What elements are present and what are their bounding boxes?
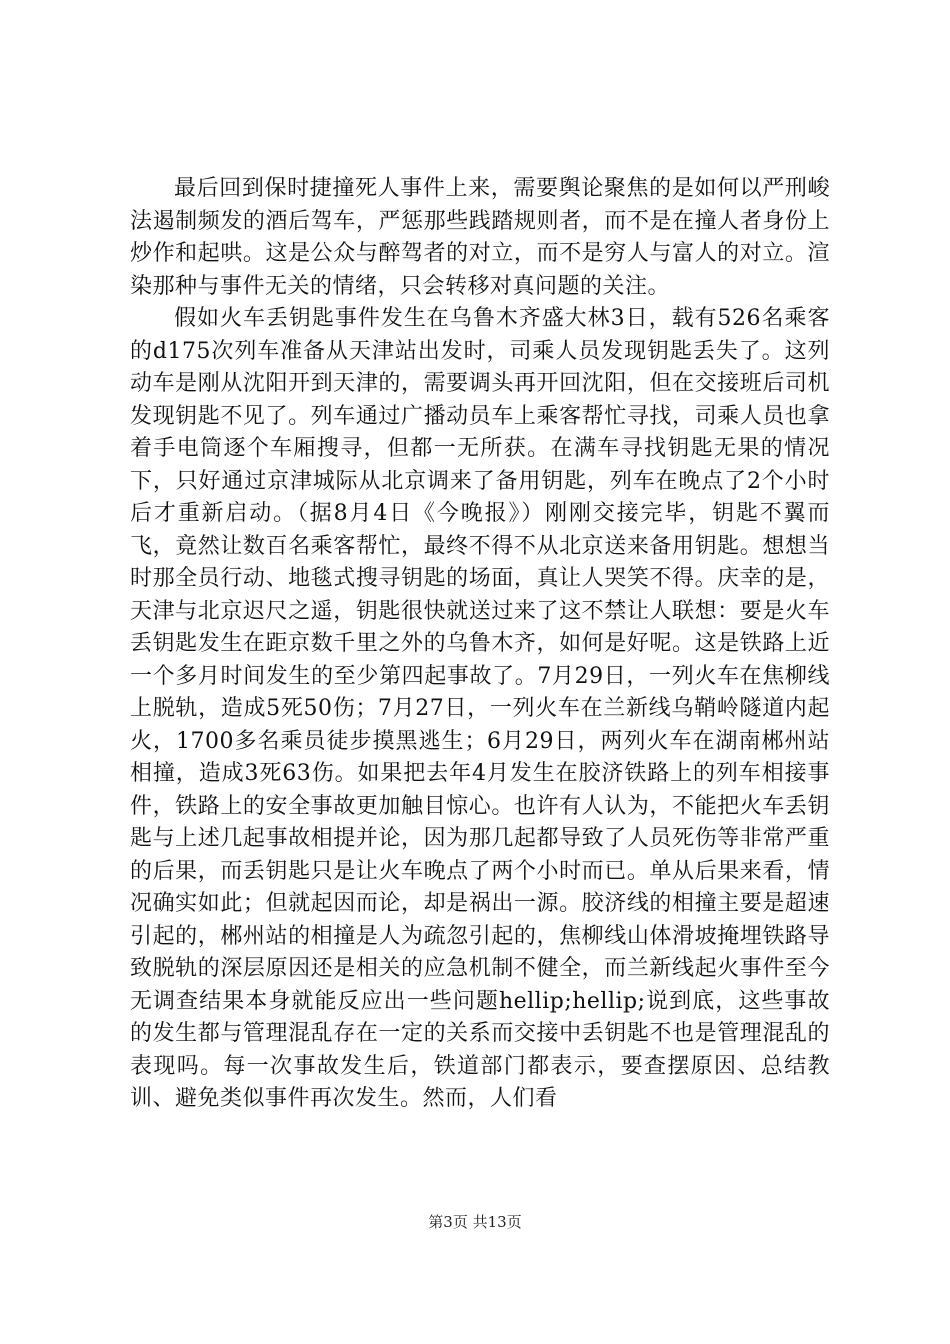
paragraph-drunk-driving: 最后回到保时捷撞死人事件上来，需要舆论聚焦的是如何以严刑峻法遏制频发的酒后驾车，严惩那些践踏规则者，而不是在撞人者身份上炒作和起哄。这是公众与醉驾者的对立，而不是穷人与富人的对立。渲染那种与事件无关的情绪，只会转移对真问题的关注。	[130, 176, 830, 299]
document-body	[130, 173, 830, 1116]
paragraph-train-key-incident: 假如火车丢钥匙事件发生在乌鲁木齐盛大林3日，载有526名乘客的d175次列车准备从天津站出发时，司乘人员发现钥匙丢失了。这列动车是刚从沈阳开到天津的，需要调头再开回沈阳，但在交接班后司机发现钥匙不见了。列车通过广播动员车上乘客帮忙寻找，司乘人员也拿着手电筒逐个车厢搜寻，但都一无所获。在满车寻找钥匙无果的情况下，只好通过京津城际从北京调来了备用钥匙，列车在晚点了2个小时后才重新启动。（据8月4日《今晚报》）刚刚交接完毕，钥匙不翼而飞，竟然让数百名乘客帮忙，最终不得不从北京送来备用钥匙。想想当时那全员行动、地毯式搜寻钥匙的场面，真让人哭笑不得。庆幸的是，天津与北京迟尺之遥，钥匙很快就送过来了这不禁让人联想：要是火车丢钥匙发生在距京数千里之外的乌鲁木齐，如何是好呢。这是铁路上近一个多月时间发生的至少第四起事故了。7月29日，一列火车在焦柳线上脱轨，造成5死50伤；7月27日，一列火车在兰新线乌鞘岭隧道内起火，1700多名乘员徒步摸黑逃生；6月29日，两列火车在湖南郴州站相撞，造成3死63伤。如果把去年4月发生在胶济铁路上的列车相接事件，铁路上的安全事故更加触目惊心。也许有人认为，不能把火车丢钥匙与上述几起事故相提并论，因为那几起都导致了人员死伤等非常严重的后果，而丢钥匙只是让火车晚点了两个小时而已。单从后果来看，情况确实如此；但就起因而论，却是祸出一源。胶济线的相撞主要是超速引起的，郴州站的相撞是人为疏忽引起的，焦柳线山体滑坡掩埋铁路导致脱轨的深层原因还是相关的应急机制不健全，而兰新线起火事件至今无调查结果本身就能反应出一些问题hellip;hellip;说到底，这些事故的发生都与管理混乱存在一定的关系而交接中丢钥匙不也是管理混乱的表现吗。每一次事故发生后，铁道部门都表示，要查摆原因、总结教训、避免类似事件再次发生。然而，人们看	[130, 306, 830, 1111]
page-footer: 第3页 共13页	[428, 1213, 522, 1231]
